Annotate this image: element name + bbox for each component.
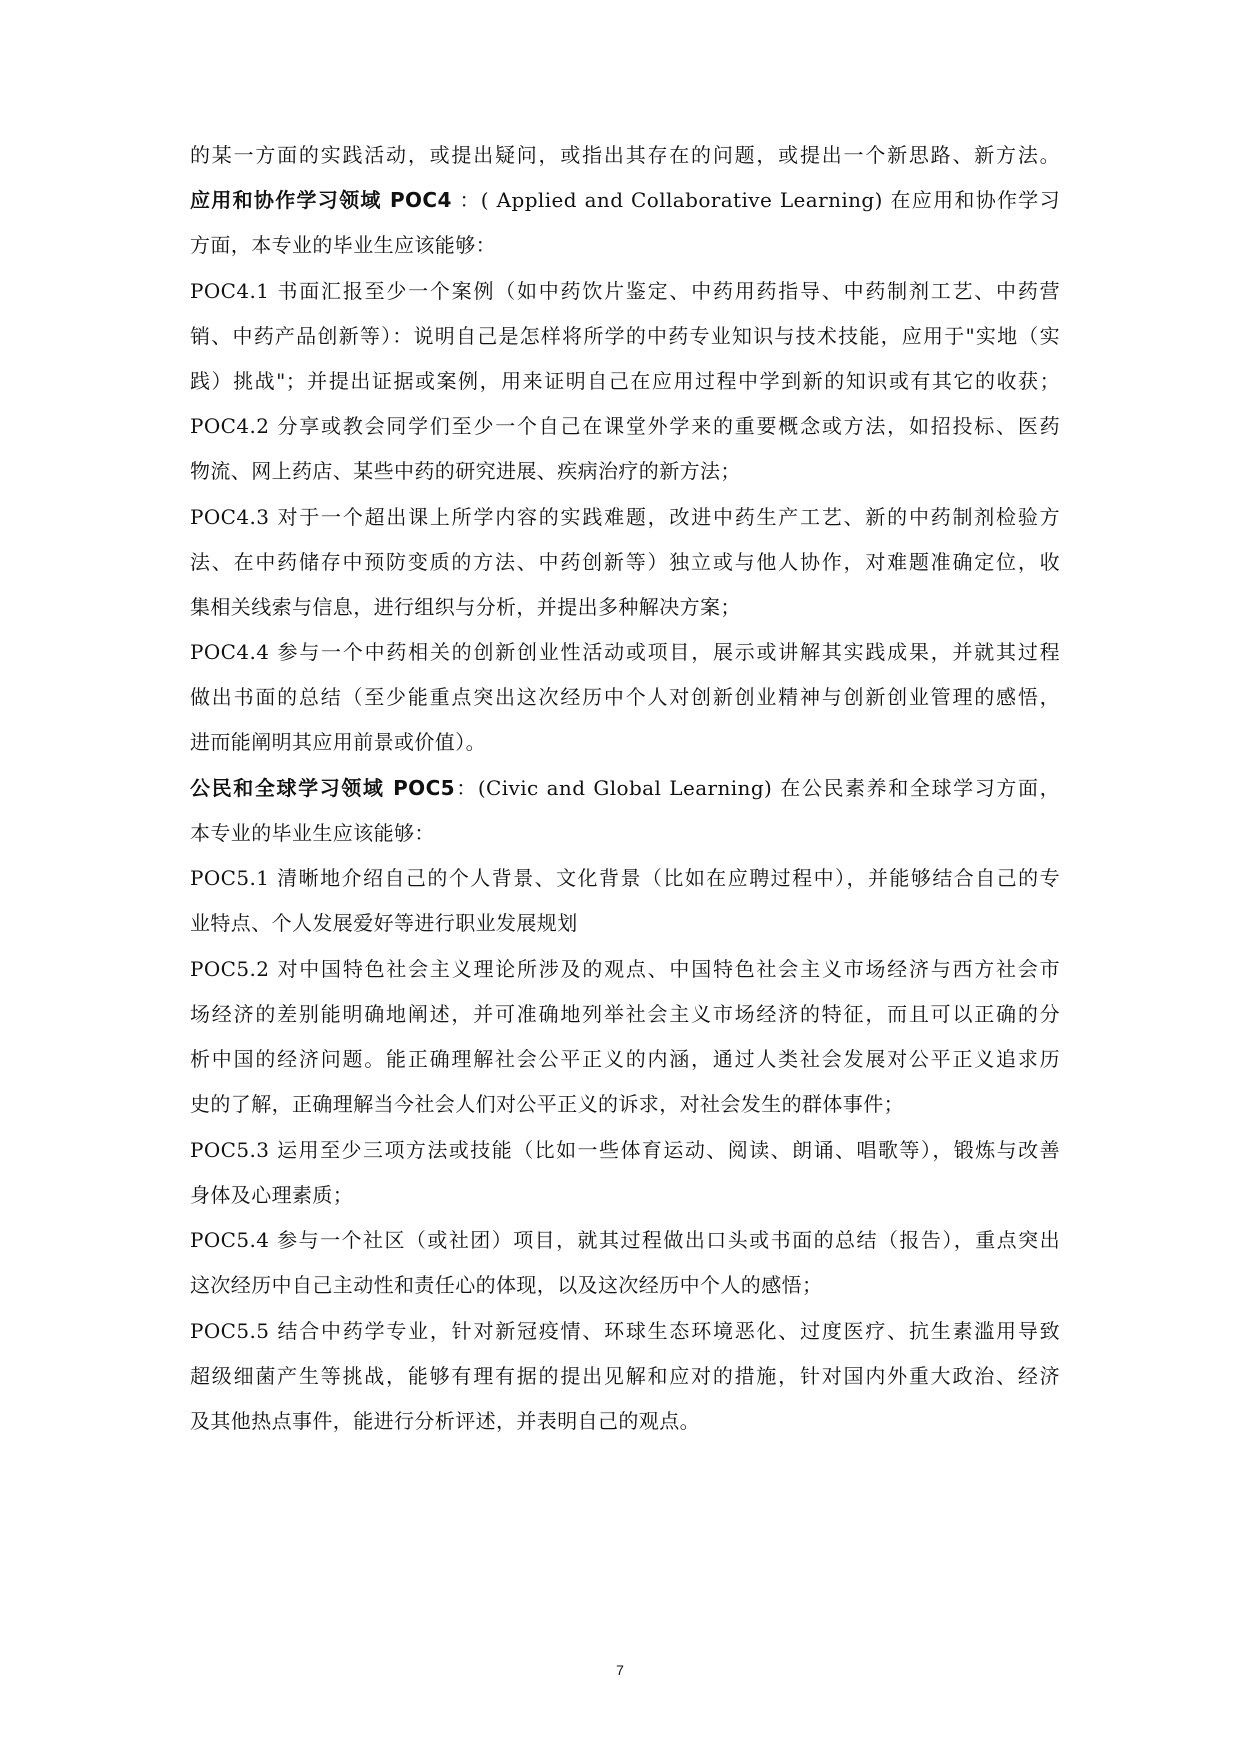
text-line: 场经济的差别能明确地阐述，并可准确地列举社会主义市场经济的特征，而且可以正确的分 — [190, 1002, 1060, 1026]
text-line: POC5.5 结合中药学专业，针对新冠疫情、环球生态环境恶化、过度医疗、抗生素滥用导致 — [190, 1319, 1060, 1343]
section-heading-poc4 — [190, 187, 1060, 213]
text-line: 析中国的经济问题。能正确理解社会公平正义的内涵，通过人类社会发展对公平正义追求历 — [190, 1047, 1060, 1071]
text-line: 物流、网上药店、某些中药的研究进展、疾病治疗的新方法； — [190, 459, 741, 483]
text-line: POC4.4 参与一个中药相关的创新创业性活动或项目，展示或讲解其实践成果，并就其过程 — [190, 640, 1060, 664]
page-number: 7 — [616, 1662, 624, 1678]
text-line: 进而能阐明其应用前景或价值）。 — [190, 730, 486, 754]
text-line: 集相关线索与信息，进行组织与分析，并提出多种解决方案； — [190, 595, 741, 619]
poc4-heading-title: 应用和协作学习领域 POC4 — [190, 188, 452, 212]
text-line: 销、中药产品创新等）：说明自己是怎样将所学的中药专业知识与技术技能，应用于"实地（实 — [190, 324, 1060, 348]
text-line: POC4.2 分享或教会同学们至少一个自己在课堂外学来的重要概念或方法，如招投标、医药 — [190, 414, 1060, 438]
text-line: 业特点、个人发展爱好等进行职业发展规划 — [190, 911, 578, 935]
text-line: POC5.3 运用至少三项方法或技能（比如一些体育运动、阅读、朗诵、唱歌等），锻炼与改善 — [190, 1138, 1060, 1162]
section-heading-poc5 — [190, 775, 1060, 801]
text-line: POC5.2 对中国特色社会主义理论所涉及的观点、中国特色社会主义市场经济与西方社会市 — [190, 957, 1060, 981]
text-line: 的某一方面的实践活动，或提出疑问，或指出其存在的问题，或提出一个新思路、新方法。 — [190, 143, 1060, 167]
text-line: 做出书面的总结（至少能重点突出这次经历中个人对创新创业精神与创新创业管理的感悟， — [190, 685, 1060, 709]
text-line: POC5.1 清晰地介绍自己的个人背景、文化背景（比如在应聘过程中），并能够结合自己的专 — [190, 866, 1060, 890]
poc5-heading-title: 公民和全球学习领域 POC5 — [190, 776, 455, 800]
text-line: POC4.1 书面汇报至少一个案例（如中药饮片鉴定、中药用药指导、中药制剂工艺、中药营 — [190, 279, 1060, 303]
text-line: 身体及心理素质； — [190, 1183, 354, 1207]
poc5-heading-rest: ：(Civic and Global Learning) 在公民素养和全球学习方面， — [454, 776, 1060, 800]
text-line: 本专业的毕业生应该能够： — [190, 821, 435, 845]
text-line: 及其他热点事件，能进行分析评述，并表明自己的观点。 — [190, 1409, 700, 1433]
text-line: 法、在中药储存中预防变质的方法、中药创新等）独立或与他人协作，对难题准确定位，收 — [190, 550, 1060, 574]
text-line: POC4.3 对于一个超出课上所学内容的实践难题，改进中药生产工艺、新的中药制剂检验方 — [190, 505, 1060, 529]
text-line: 史的了解，正确理解当今社会人们对公平正义的诉求，对社会发生的群体事件； — [190, 1092, 904, 1116]
text-line: 这次经历中自己主动性和责任心的体现，以及这次经历中个人的感悟； — [190, 1273, 823, 1297]
text-line: POC5.4 参与一个社区（或社团）项目，就其过程做出口头或书面的总结（报告），重点突出 — [190, 1228, 1060, 1252]
text-line: 超级细菌产生等挑战，能够有理有据的提出见解和应对的措施，针对国内外重大政治、经济 — [190, 1364, 1060, 1388]
poc4-heading-rest: ：( Applied and Collaborative Learning) 在应用和协作学习 — [451, 188, 1060, 212]
text-line: 践）挑战"；并提出证据或案例，用来证明自己在应用过程中学到新的知识或有其它的收获； — [190, 369, 1060, 393]
text-line: 方面，本专业的毕业生应该能够： — [190, 233, 496, 257]
